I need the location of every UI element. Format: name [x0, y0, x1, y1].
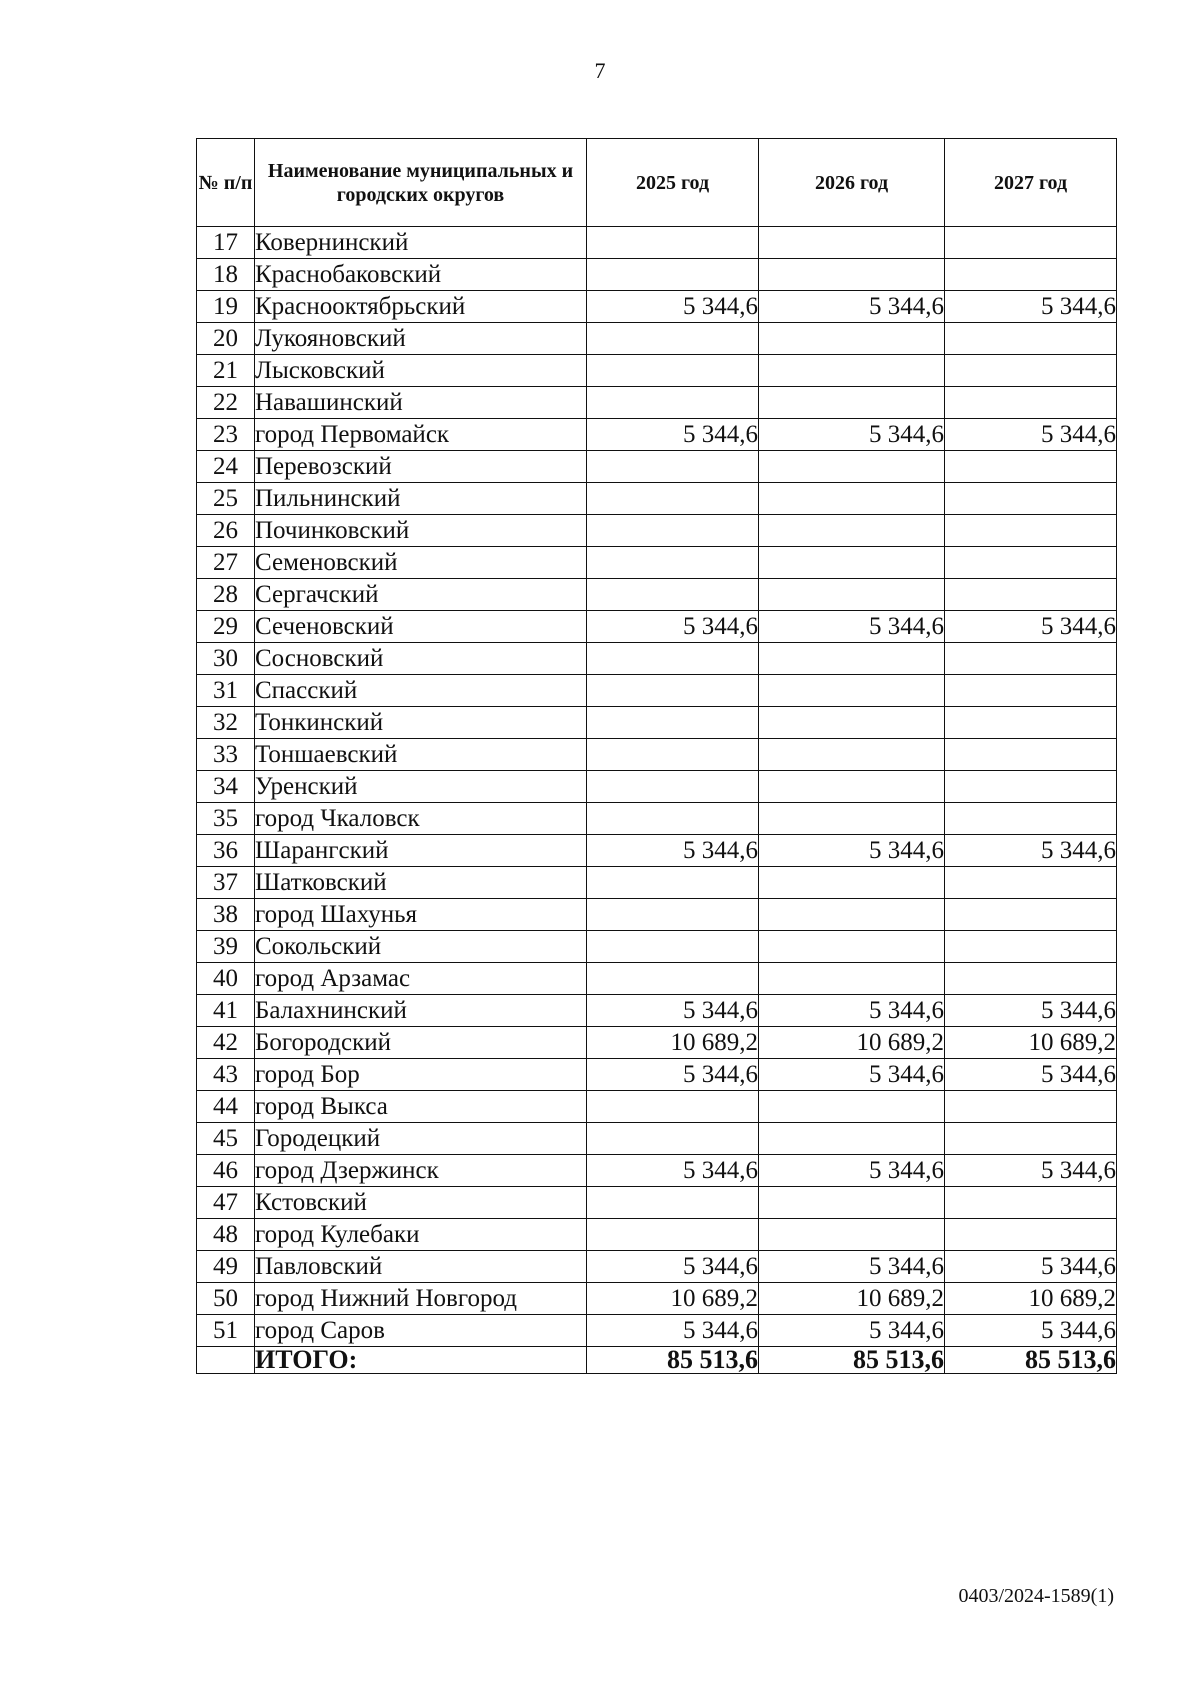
row-number: 33 — [197, 739, 255, 771]
value-2025: 10 689,2 — [587, 1027, 759, 1059]
row-number: 29 — [197, 611, 255, 643]
value-2025 — [587, 227, 759, 259]
table-row — [197, 739, 1117, 771]
value-2026: 5 344,6 — [759, 995, 945, 1027]
municipality-name: Городецкий — [255, 1123, 587, 1155]
municipality-name: Лукояновский — [255, 323, 587, 355]
value-2025: 5 344,6 — [587, 1059, 759, 1091]
value-2025 — [587, 1091, 759, 1123]
table-row — [197, 643, 1117, 675]
value-2026 — [759, 355, 945, 387]
value-2025 — [587, 803, 759, 835]
table-row — [197, 291, 1117, 323]
header-2026: 2026 год — [759, 139, 945, 227]
value-2027: 5 344,6 — [945, 419, 1117, 451]
row-number: 42 — [197, 1027, 255, 1059]
value-2026: 5 344,6 — [759, 835, 945, 867]
value-2026: 5 344,6 — [759, 1251, 945, 1283]
value-2027: 5 344,6 — [945, 1155, 1117, 1187]
table-row — [197, 259, 1117, 291]
table-row — [197, 483, 1117, 515]
value-2025: 5 344,6 — [587, 995, 759, 1027]
value-2027 — [945, 1187, 1117, 1219]
table-row — [197, 323, 1117, 355]
municipality-name: Починковский — [255, 515, 587, 547]
value-2025: 5 344,6 — [587, 1315, 759, 1347]
value-2026 — [759, 483, 945, 515]
total-2027: 85 513,6 — [945, 1347, 1117, 1374]
row-number: 22 — [197, 387, 255, 419]
value-2027 — [945, 675, 1117, 707]
value-2027 — [945, 547, 1117, 579]
value-2025: 10 689,2 — [587, 1283, 759, 1315]
value-2026 — [759, 1187, 945, 1219]
value-2025 — [587, 707, 759, 739]
row-number: 34 — [197, 771, 255, 803]
table-row — [197, 419, 1117, 451]
distribution-table — [196, 138, 1117, 1374]
municipality-name: город Кулебаки — [255, 1219, 587, 1251]
value-2025 — [587, 323, 759, 355]
municipality-name: Тонкинский — [255, 707, 587, 739]
municipality-name: Сосновский — [255, 643, 587, 675]
table-row — [197, 1027, 1117, 1059]
value-2026 — [759, 867, 945, 899]
value-2027: 5 344,6 — [945, 835, 1117, 867]
total-2025: 85 513,6 — [587, 1347, 759, 1374]
table-row — [197, 611, 1117, 643]
header-2027: 2027 год — [945, 139, 1117, 227]
table-body — [197, 227, 1117, 1347]
value-2027 — [945, 1123, 1117, 1155]
table-row — [197, 835, 1117, 867]
value-2027 — [945, 387, 1117, 419]
value-2027 — [945, 515, 1117, 547]
value-2027: 5 344,6 — [945, 1251, 1117, 1283]
table-row — [197, 1315, 1117, 1347]
value-2027: 5 344,6 — [945, 611, 1117, 643]
row-number: 23 — [197, 419, 255, 451]
value-2025: 5 344,6 — [587, 835, 759, 867]
value-2026 — [759, 579, 945, 611]
header-num: № п/п — [197, 139, 255, 227]
value-2025: 5 344,6 — [587, 611, 759, 643]
row-number: 38 — [197, 899, 255, 931]
value-2027: 5 344,6 — [945, 995, 1117, 1027]
value-2027 — [945, 899, 1117, 931]
value-2026 — [759, 547, 945, 579]
value-2026 — [759, 803, 945, 835]
table-row — [197, 803, 1117, 835]
municipality-name: Семеновский — [255, 547, 587, 579]
value-2025: 5 344,6 — [587, 1155, 759, 1187]
row-number: 26 — [197, 515, 255, 547]
table-row — [197, 1091, 1117, 1123]
row-number: 17 — [197, 227, 255, 259]
row-number: 48 — [197, 1219, 255, 1251]
value-2025 — [587, 1187, 759, 1219]
value-2025: 5 344,6 — [587, 1251, 759, 1283]
municipality-name: Тоншаевский — [255, 739, 587, 771]
table-row — [197, 355, 1117, 387]
total-num-cell — [197, 1347, 255, 1374]
value-2025 — [587, 355, 759, 387]
municipality-name: Краснобаковский — [255, 259, 587, 291]
value-2026 — [759, 963, 945, 995]
value-2026 — [759, 227, 945, 259]
value-2027 — [945, 579, 1117, 611]
row-number: 18 — [197, 259, 255, 291]
municipality-name: Пильнинский — [255, 483, 587, 515]
header-2025: 2025 год — [587, 139, 759, 227]
municipality-name: город Первомайск — [255, 419, 587, 451]
table-row — [197, 1219, 1117, 1251]
row-number: 27 — [197, 547, 255, 579]
municipality-name: город Дзержинск — [255, 1155, 587, 1187]
value-2027 — [945, 963, 1117, 995]
value-2027 — [945, 739, 1117, 771]
municipality-name: город Выкса — [255, 1091, 587, 1123]
value-2026: 5 344,6 — [759, 1315, 945, 1347]
municipality-name: город Бор — [255, 1059, 587, 1091]
municipality-name: город Шахунья — [255, 899, 587, 931]
value-2027: 5 344,6 — [945, 1315, 1117, 1347]
value-2026 — [759, 675, 945, 707]
row-number: 41 — [197, 995, 255, 1027]
municipality-name: Сергачский — [255, 579, 587, 611]
value-2025 — [587, 483, 759, 515]
municipality-name: Лысковский — [255, 355, 587, 387]
value-2026: 5 344,6 — [759, 291, 945, 323]
value-2027 — [945, 803, 1117, 835]
municipality-name: Сеченовский — [255, 611, 587, 643]
row-number: 30 — [197, 643, 255, 675]
value-2025 — [587, 387, 759, 419]
value-2027: 5 344,6 — [945, 291, 1117, 323]
municipality-name: Шарангский — [255, 835, 587, 867]
table-row — [197, 547, 1117, 579]
municipality-name: Уренский — [255, 771, 587, 803]
value-2026: 10 689,2 — [759, 1283, 945, 1315]
table-row — [197, 1155, 1117, 1187]
value-2026: 5 344,6 — [759, 1059, 945, 1091]
value-2027 — [945, 931, 1117, 963]
value-2026: 5 344,6 — [759, 611, 945, 643]
value-2025 — [587, 643, 759, 675]
row-number: 36 — [197, 835, 255, 867]
row-number: 35 — [197, 803, 255, 835]
value-2025 — [587, 771, 759, 803]
municipality-name: Богородский — [255, 1027, 587, 1059]
value-2026 — [759, 1091, 945, 1123]
table-row — [197, 963, 1117, 995]
value-2025 — [587, 931, 759, 963]
municipality-name: город Арзамас — [255, 963, 587, 995]
row-number: 43 — [197, 1059, 255, 1091]
header-name: Наименование муниципальных и городских округов — [255, 139, 587, 227]
value-2026 — [759, 899, 945, 931]
municipality-name: Перевозский — [255, 451, 587, 483]
value-2026 — [759, 931, 945, 963]
value-2026 — [759, 707, 945, 739]
value-2026 — [759, 643, 945, 675]
value-2025 — [587, 547, 759, 579]
table-row — [197, 1283, 1117, 1315]
value-2027 — [945, 1219, 1117, 1251]
value-2025 — [587, 515, 759, 547]
table-row — [197, 899, 1117, 931]
value-2025: 5 344,6 — [587, 291, 759, 323]
value-2026 — [759, 259, 945, 291]
municipality-name: Шатковский — [255, 867, 587, 899]
row-number: 51 — [197, 1315, 255, 1347]
value-2025 — [587, 899, 759, 931]
row-number: 31 — [197, 675, 255, 707]
municipality-name: Краснооктябрьский — [255, 291, 587, 323]
value-2027 — [945, 227, 1117, 259]
table-row — [197, 515, 1117, 547]
table-row — [197, 707, 1117, 739]
municipality-name: Балахнинский — [255, 995, 587, 1027]
value-2025 — [587, 867, 759, 899]
table-row — [197, 1251, 1117, 1283]
row-number: 47 — [197, 1187, 255, 1219]
value-2025 — [587, 739, 759, 771]
value-2027: 5 344,6 — [945, 1059, 1117, 1091]
table-row — [197, 1187, 1117, 1219]
row-number: 39 — [197, 931, 255, 963]
document-code: 0403/2024-1589(1) — [958, 1585, 1114, 1607]
table-row — [197, 451, 1117, 483]
municipality-name: Ковернинский — [255, 227, 587, 259]
value-2026 — [759, 1123, 945, 1155]
municipality-name: город Чкаловск — [255, 803, 587, 835]
table-row — [197, 1059, 1117, 1091]
value-2027: 10 689,2 — [945, 1283, 1117, 1315]
row-number: 19 — [197, 291, 255, 323]
value-2025 — [587, 963, 759, 995]
value-2027 — [945, 771, 1117, 803]
value-2027 — [945, 259, 1117, 291]
municipality-name: Спасский — [255, 675, 587, 707]
table-row — [197, 227, 1117, 259]
value-2025 — [587, 1219, 759, 1251]
value-2025 — [587, 259, 759, 291]
municipality-name: Навашинский — [255, 387, 587, 419]
row-number: 44 — [197, 1091, 255, 1123]
table-row — [197, 1123, 1117, 1155]
value-2025 — [587, 1123, 759, 1155]
municipality-name: Кстовский — [255, 1187, 587, 1219]
value-2026 — [759, 739, 945, 771]
table-header-row — [197, 139, 1117, 227]
value-2027 — [945, 643, 1117, 675]
table-row — [197, 867, 1117, 899]
total-2026: 85 513,6 — [759, 1347, 945, 1374]
value-2027 — [945, 1091, 1117, 1123]
row-number: 28 — [197, 579, 255, 611]
municipality-name: Павловский — [255, 1251, 587, 1283]
value-2026: 5 344,6 — [759, 1155, 945, 1187]
total-label: ИТОГО: — [255, 1347, 587, 1374]
value-2026: 10 689,2 — [759, 1027, 945, 1059]
value-2026 — [759, 387, 945, 419]
value-2026 — [759, 451, 945, 483]
row-number: 46 — [197, 1155, 255, 1187]
value-2026 — [759, 323, 945, 355]
row-number: 32 — [197, 707, 255, 739]
value-2025 — [587, 675, 759, 707]
table-row — [197, 387, 1117, 419]
table-row — [197, 931, 1117, 963]
municipality-name: город Саров — [255, 1315, 587, 1347]
row-number: 40 — [197, 963, 255, 995]
value-2027 — [945, 483, 1117, 515]
row-number: 20 — [197, 323, 255, 355]
value-2027 — [945, 355, 1117, 387]
table-row — [197, 771, 1117, 803]
table-row — [197, 995, 1117, 1027]
row-number: 45 — [197, 1123, 255, 1155]
value-2025 — [587, 451, 759, 483]
value-2025: 5 344,6 — [587, 419, 759, 451]
value-2027 — [945, 323, 1117, 355]
page-number: 7 — [594, 58, 606, 83]
value-2027 — [945, 451, 1117, 483]
value-2026 — [759, 515, 945, 547]
value-2026: 5 344,6 — [759, 419, 945, 451]
value-2025 — [587, 579, 759, 611]
row-number: 21 — [197, 355, 255, 387]
value-2026 — [759, 1219, 945, 1251]
value-2027: 10 689,2 — [945, 1027, 1117, 1059]
row-number: 50 — [197, 1283, 255, 1315]
row-number: 24 — [197, 451, 255, 483]
municipality-name: Сокольский — [255, 931, 587, 963]
row-number: 37 — [197, 867, 255, 899]
municipality-name: город Нижний Новгород — [255, 1283, 587, 1315]
value-2027 — [945, 867, 1117, 899]
table-row — [197, 579, 1117, 611]
value-2027 — [945, 707, 1117, 739]
total-row — [197, 1347, 1117, 1374]
value-2026 — [759, 771, 945, 803]
row-number: 25 — [197, 483, 255, 515]
row-number: 49 — [197, 1251, 255, 1283]
table-row — [197, 675, 1117, 707]
